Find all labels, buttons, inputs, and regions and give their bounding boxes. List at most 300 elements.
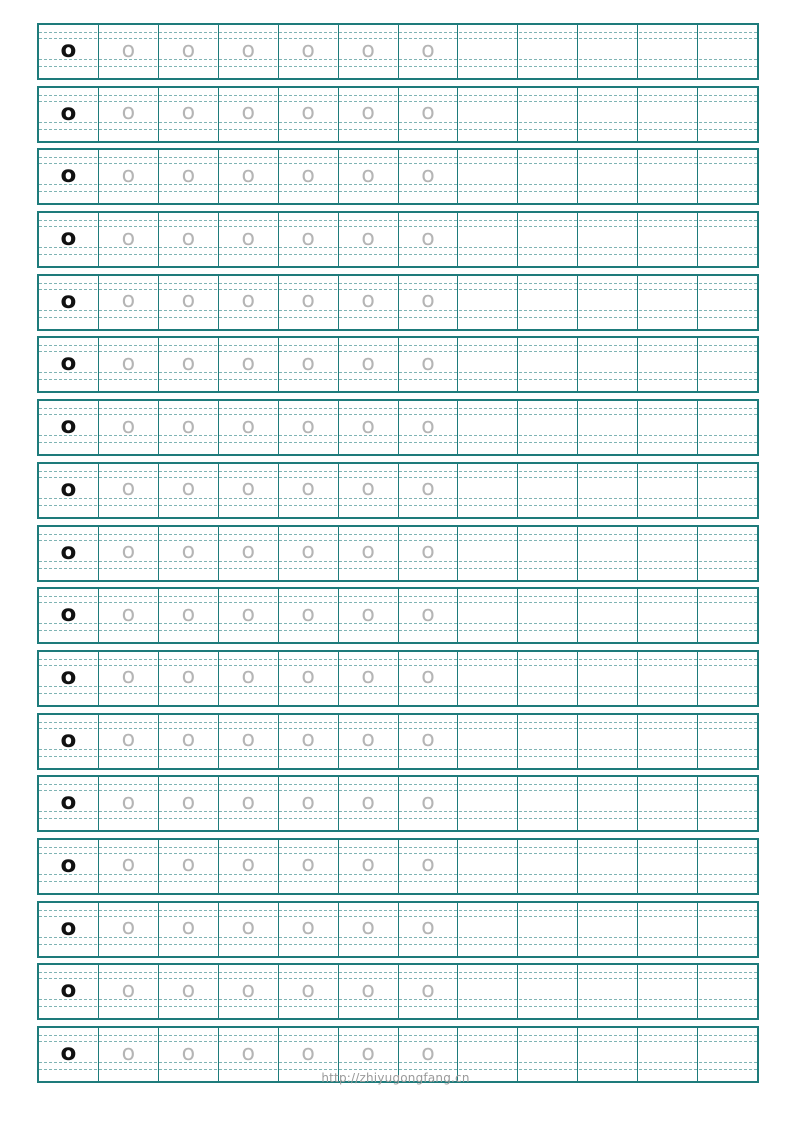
trace-cell [399, 150, 459, 203]
trace-cell [399, 213, 459, 266]
trace-cell [399, 401, 459, 454]
model-letter: o [60, 977, 77, 1004]
blank-cell [518, 401, 578, 454]
blank-cell [638, 840, 698, 893]
blank-cell [458, 527, 518, 580]
trace-cell [219, 840, 279, 893]
trace-cell [159, 213, 219, 266]
trace-letter: o [241, 350, 255, 376]
trace-letter: o [241, 915, 255, 941]
model-cell [39, 464, 99, 517]
blank-cell [698, 715, 757, 768]
trace-letter: o [361, 37, 375, 63]
trace-letter: o [421, 225, 435, 251]
practice-row [37, 23, 759, 80]
trace-cell [399, 965, 459, 1018]
model-letter: o [60, 350, 77, 377]
model-letter: o [60, 1040, 77, 1066]
practice-row [37, 838, 759, 895]
trace-letter: o [241, 852, 255, 878]
trace-letter: o [361, 852, 375, 878]
model-cell [39, 903, 99, 956]
trace-letter: o [121, 539, 136, 564]
model-letter: o [60, 726, 77, 753]
blank-cell [698, 213, 757, 266]
trace-cell [339, 464, 399, 517]
footer-url: http://zhiyugongfang.cn [321, 1071, 470, 1085]
trace-cell [99, 777, 159, 830]
blank-cell [518, 338, 578, 391]
trace-letter: o [241, 727, 255, 753]
trace-letter: o [421, 977, 435, 1003]
blank-cell [638, 903, 698, 956]
blank-cell [638, 527, 698, 580]
blank-cell [698, 840, 757, 893]
trace-letter: o [121, 288, 136, 314]
trace-letter: o [421, 601, 435, 627]
blank-cell [698, 464, 757, 517]
trace-letter: o [121, 789, 136, 815]
trace-letter: o [301, 476, 315, 502]
blank-cell [578, 527, 638, 580]
trace-cell [399, 777, 459, 830]
blank-cell [638, 338, 698, 391]
trace-cell [99, 150, 159, 203]
trace-cell [99, 652, 159, 705]
trace-letter: o [421, 727, 435, 753]
model-cell [39, 88, 99, 141]
trace-cell [399, 88, 459, 141]
trace-letter: o [241, 413, 255, 439]
practice-row [37, 86, 759, 143]
trace-letter: o [361, 601, 375, 627]
blank-cell [638, 213, 698, 266]
trace-letter: o [121, 225, 136, 251]
trace-letter: o [301, 539, 315, 564]
trace-cell [339, 965, 399, 1018]
trace-letter: o [181, 225, 196, 251]
trace-cell [219, 464, 279, 517]
blank-cell [578, 652, 638, 705]
blank-cell [518, 25, 578, 78]
blank-cell [698, 903, 757, 956]
trace-cell [159, 401, 219, 454]
trace-letter: o [121, 1040, 136, 1066]
trace-cell [219, 589, 279, 642]
blank-cell [578, 777, 638, 830]
trace-cell [339, 527, 399, 580]
blank-cell [518, 527, 578, 580]
blank-cell [638, 88, 698, 141]
trace-letter: o [361, 225, 375, 251]
blank-cell [578, 401, 638, 454]
trace-letter: o [301, 601, 315, 627]
trace-cell [339, 88, 399, 141]
blank-cell [458, 840, 518, 893]
blank-cell [578, 150, 638, 203]
model-letter: o [60, 475, 77, 502]
blank-cell [638, 276, 698, 329]
model-cell [39, 401, 99, 454]
trace-letter: o [181, 162, 196, 188]
trace-letter: o [241, 601, 255, 627]
practice-row [37, 525, 759, 582]
blank-cell [638, 150, 698, 203]
blank-cell [698, 965, 757, 1018]
trace-letter: o [301, 1040, 315, 1066]
model-cell [39, 25, 99, 78]
trace-cell [399, 276, 459, 329]
trace-cell [219, 652, 279, 705]
trace-letter: o [241, 162, 255, 188]
trace-letter: o [301, 977, 315, 1003]
blank-cell [638, 401, 698, 454]
blank-cell [578, 213, 638, 266]
trace-cell [279, 25, 339, 78]
trace-letter: o [181, 476, 196, 502]
trace-letter: o [301, 915, 315, 941]
model-cell [39, 213, 99, 266]
trace-cell [279, 527, 339, 580]
model-letter: o [60, 601, 77, 628]
blank-cell [578, 25, 638, 78]
blank-cell [518, 903, 578, 956]
trace-cell [399, 527, 459, 580]
trace-cell [339, 401, 399, 454]
blank-cell [518, 965, 578, 1018]
trace-letter: o [361, 100, 375, 126]
trace-letter: o [121, 852, 136, 878]
trace-letter: o [181, 413, 196, 439]
trace-cell [219, 338, 279, 391]
model-cell [39, 527, 99, 580]
trace-letter: o [361, 413, 375, 439]
blank-cell [578, 276, 638, 329]
practice-row [37, 775, 759, 832]
trace-letter: o [121, 915, 136, 941]
trace-cell [399, 715, 459, 768]
trace-letter: o [361, 350, 375, 376]
model-cell [39, 150, 99, 203]
trace-cell [99, 276, 159, 329]
blank-cell [638, 25, 698, 78]
blank-cell [578, 715, 638, 768]
trace-letter: o [301, 350, 315, 376]
trace-cell [99, 965, 159, 1018]
trace-cell [339, 338, 399, 391]
trace-cell [279, 589, 339, 642]
model-cell [39, 338, 99, 391]
blank-cell [458, 903, 518, 956]
blank-cell [458, 652, 518, 705]
trace-letter: o [121, 413, 136, 439]
trace-cell [279, 777, 339, 830]
trace-letter: o [181, 288, 196, 314]
trace-cell [99, 88, 159, 141]
trace-letter: o [241, 789, 255, 815]
trace-letter: o [181, 37, 196, 63]
trace-letter: o [181, 977, 196, 1003]
trace-letter: o [121, 977, 136, 1003]
blank-cell [518, 652, 578, 705]
trace-letter: o [301, 37, 315, 63]
blank-cell [578, 338, 638, 391]
blank-cell [458, 276, 518, 329]
trace-cell [219, 213, 279, 266]
trace-cell [99, 840, 159, 893]
blank-cell [458, 88, 518, 141]
practice-row [37, 963, 759, 1020]
model-cell [39, 840, 99, 893]
blank-cell [518, 840, 578, 893]
blank-cell [458, 715, 518, 768]
trace-letter: o [181, 100, 196, 126]
trace-letter: o [301, 664, 315, 690]
trace-letter: o [121, 664, 136, 690]
trace-cell [339, 903, 399, 956]
blank-cell [518, 213, 578, 266]
blank-cell [518, 150, 578, 203]
blank-cell [518, 276, 578, 329]
practice-row [37, 336, 759, 393]
model-letter: o [60, 789, 77, 816]
trace-letter: o [181, 852, 196, 878]
trace-cell [339, 589, 399, 642]
trace-letter: o [421, 37, 435, 63]
trace-letter: o [301, 162, 315, 188]
trace-cell [159, 715, 219, 768]
trace-letter: o [361, 288, 375, 314]
trace-cell [279, 401, 339, 454]
trace-letter: o [181, 601, 196, 627]
trace-cell [99, 338, 159, 391]
blank-cell [518, 589, 578, 642]
practice-row [37, 211, 759, 268]
blank-cell [458, 401, 518, 454]
blank-cell [698, 527, 757, 580]
trace-cell [159, 150, 219, 203]
trace-letter: o [361, 789, 375, 815]
blank-cell [458, 777, 518, 830]
blank-cell [638, 652, 698, 705]
trace-cell [279, 715, 339, 768]
trace-cell [279, 150, 339, 203]
blank-cell [698, 276, 757, 329]
trace-letter: o [421, 915, 435, 941]
blank-cell [698, 652, 757, 705]
model-letter: o [60, 99, 77, 126]
trace-letter: o [301, 789, 315, 815]
blank-cell [638, 464, 698, 517]
blank-cell [638, 777, 698, 830]
practice-row [37, 148, 759, 205]
trace-letter: o [421, 852, 435, 878]
trace-letter: o [361, 162, 375, 188]
trace-letter: o [121, 476, 136, 502]
trace-letter: o [241, 664, 255, 690]
trace-cell [219, 88, 279, 141]
trace-letter: o [301, 727, 315, 753]
trace-letter: o [421, 539, 435, 564]
trace-letter: o [121, 601, 136, 627]
trace-cell [279, 903, 339, 956]
trace-letter: o [181, 789, 196, 815]
trace-letter: o [241, 225, 255, 251]
trace-cell [159, 88, 219, 141]
practice-row [37, 462, 759, 519]
trace-letter: o [121, 37, 136, 63]
practice-sheet [37, 23, 759, 1089]
blank-cell [518, 715, 578, 768]
practice-row [37, 650, 759, 707]
blank-cell [698, 401, 757, 454]
trace-letter: o [121, 350, 136, 376]
trace-letter: o [361, 1040, 375, 1066]
trace-cell [159, 777, 219, 830]
blank-cell [638, 965, 698, 1018]
trace-letter: o [181, 915, 196, 941]
trace-cell [399, 25, 459, 78]
practice-row [37, 274, 759, 331]
trace-letter: o [421, 162, 435, 188]
model-letter: o [60, 851, 77, 878]
trace-cell [279, 840, 339, 893]
trace-letter: o [241, 100, 255, 126]
trace-cell [279, 213, 339, 266]
model-cell [39, 965, 99, 1018]
trace-letter: o [121, 727, 136, 753]
trace-letter: o [421, 1040, 435, 1066]
trace-letter: o [241, 977, 255, 1003]
blank-cell [578, 464, 638, 517]
model-letter: o [60, 225, 77, 252]
blank-cell [458, 589, 518, 642]
practice-row [37, 587, 759, 644]
trace-cell [339, 276, 399, 329]
trace-cell [219, 150, 279, 203]
model-letter: o [60, 413, 77, 440]
trace-cell [279, 338, 339, 391]
blank-cell [698, 150, 757, 203]
blank-cell [458, 965, 518, 1018]
trace-cell [399, 903, 459, 956]
blank-cell [578, 88, 638, 141]
practice-row [37, 713, 759, 770]
trace-letter: o [181, 350, 196, 376]
trace-letter: o [301, 288, 315, 314]
trace-cell [279, 652, 339, 705]
blank-cell [458, 25, 518, 78]
trace-cell [219, 25, 279, 78]
model-letter: o [60, 663, 77, 690]
trace-cell [279, 88, 339, 141]
trace-letter: o [421, 350, 435, 376]
trace-cell [99, 464, 159, 517]
model-cell [39, 777, 99, 830]
trace-cell [339, 715, 399, 768]
blank-cell [698, 589, 757, 642]
trace-letter: o [361, 727, 375, 753]
practice-row [37, 901, 759, 958]
trace-cell [279, 464, 339, 517]
trace-letter: o [181, 1040, 196, 1066]
model-cell [39, 589, 99, 642]
blank-cell [518, 777, 578, 830]
trace-letter: o [301, 100, 315, 126]
trace-cell [339, 150, 399, 203]
trace-letter: o [181, 664, 196, 690]
trace-cell [159, 527, 219, 580]
trace-letter: o [421, 288, 435, 314]
blank-cell [638, 715, 698, 768]
trace-cell [99, 25, 159, 78]
model-cell [39, 715, 99, 768]
trace-letter: o [241, 476, 255, 502]
blank-cell [458, 464, 518, 517]
trace-cell [99, 213, 159, 266]
blank-cell [698, 88, 757, 141]
trace-cell [219, 777, 279, 830]
trace-cell [339, 25, 399, 78]
trace-cell [399, 338, 459, 391]
trace-letter: o [241, 37, 255, 63]
trace-letter: o [421, 100, 435, 126]
trace-cell [159, 965, 219, 1018]
model-letter: o [60, 37, 77, 63]
trace-cell [279, 965, 339, 1018]
blank-cell [458, 213, 518, 266]
blank-cell [698, 25, 757, 78]
model-cell [39, 652, 99, 705]
trace-cell [399, 464, 459, 517]
trace-cell [99, 589, 159, 642]
blank-cell [458, 150, 518, 203]
blank-cell [578, 589, 638, 642]
trace-cell [339, 652, 399, 705]
trace-cell [219, 903, 279, 956]
trace-cell [219, 715, 279, 768]
trace-cell [159, 903, 219, 956]
trace-letter: o [181, 539, 196, 564]
trace-letter: o [421, 789, 435, 815]
trace-cell [99, 715, 159, 768]
trace-letter: o [241, 288, 255, 314]
model-letter: o [60, 914, 77, 941]
trace-letter: o [421, 476, 435, 502]
trace-cell [339, 840, 399, 893]
trace-cell [219, 527, 279, 580]
blank-cell [458, 338, 518, 391]
trace-cell [159, 276, 219, 329]
model-letter: o [60, 538, 77, 565]
trace-cell [159, 589, 219, 642]
trace-cell [99, 401, 159, 454]
trace-letter: o [181, 727, 196, 753]
trace-cell [219, 401, 279, 454]
blank-cell [578, 840, 638, 893]
practice-row [37, 399, 759, 456]
trace-cell [219, 276, 279, 329]
blank-cell [638, 589, 698, 642]
trace-letter: o [301, 413, 315, 439]
blank-cell [518, 464, 578, 517]
trace-cell [159, 840, 219, 893]
blank-cell [578, 965, 638, 1018]
trace-letter: o [121, 162, 136, 188]
trace-letter: o [121, 100, 136, 126]
trace-letter: o [361, 977, 375, 1003]
trace-letter: o [361, 915, 375, 941]
